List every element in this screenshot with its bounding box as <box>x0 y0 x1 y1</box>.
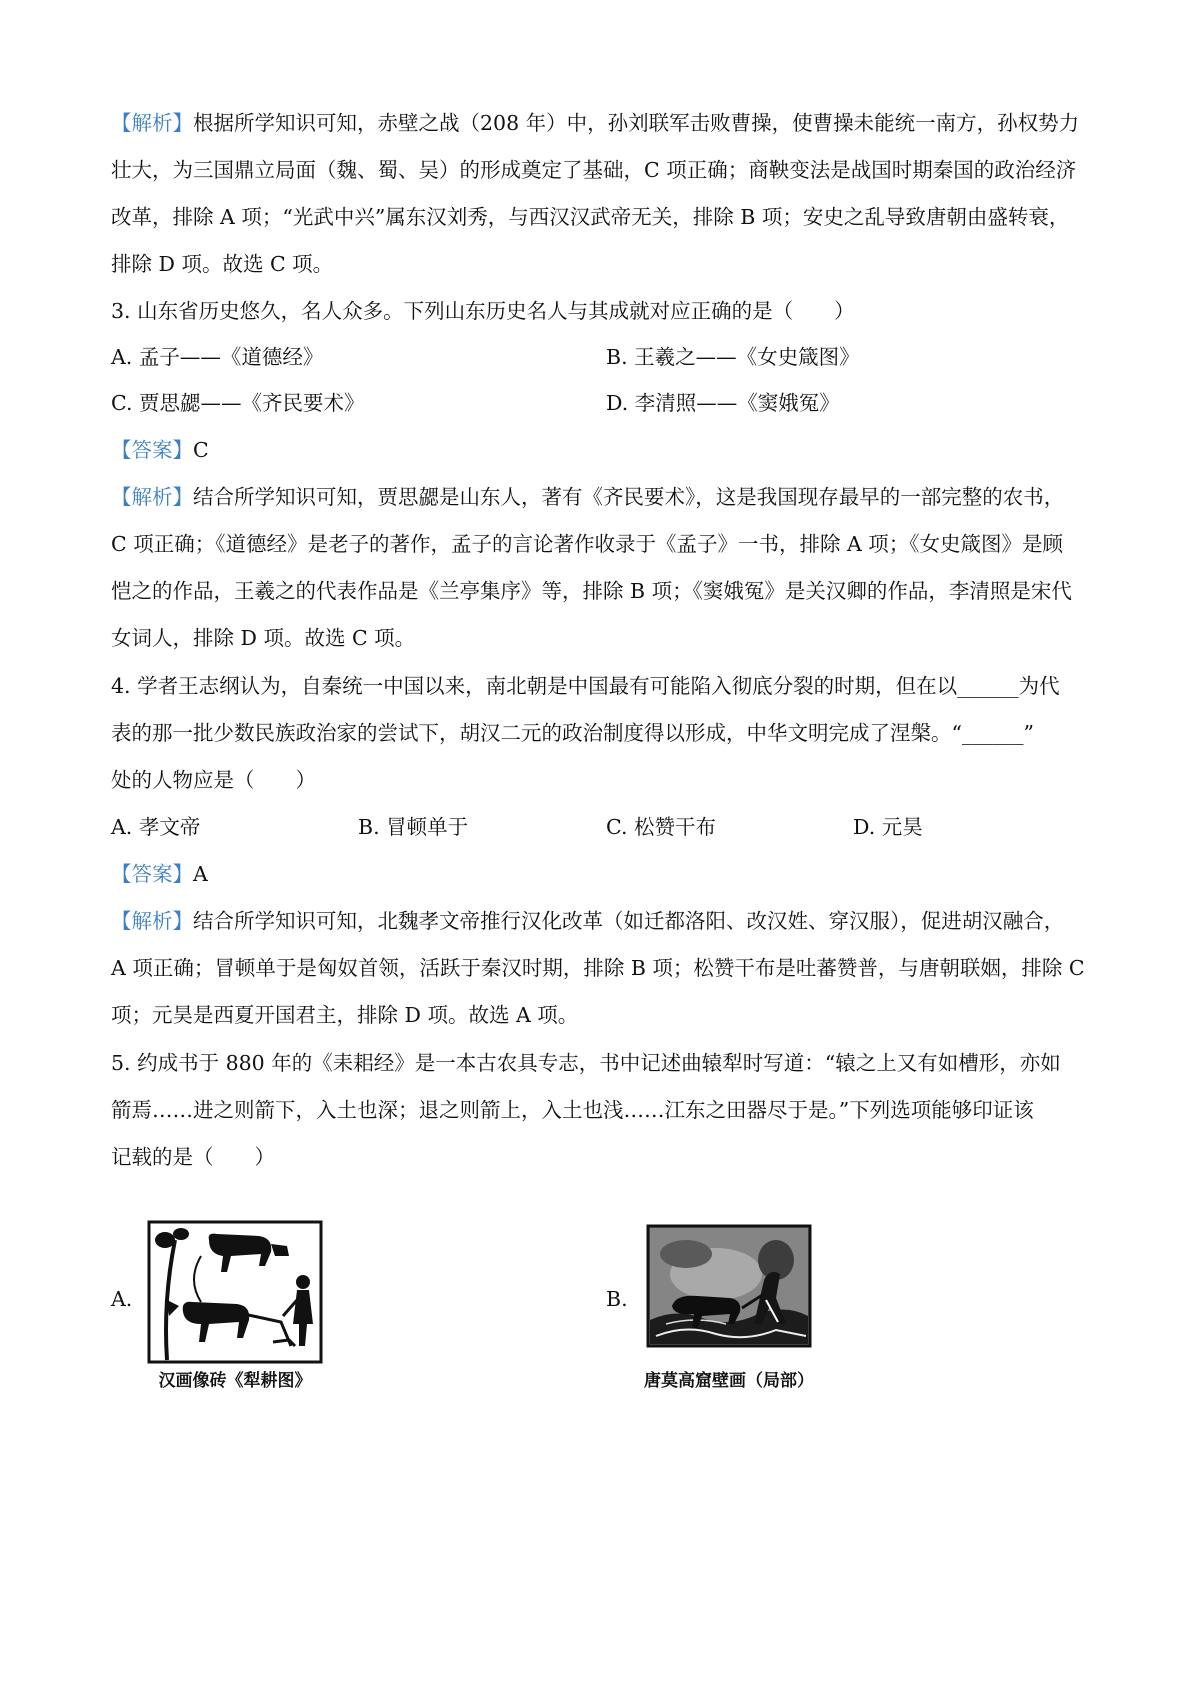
q5-stem <box>111 1040 1101 1181</box>
q4-stem-line: 表的那一批少数民族政治家的尝试下，胡汉二元的政治制度得以形成，中华文明完成了涅槃。“______” <box>111 721 1034 745</box>
q3-answer-value: C <box>193 438 209 462</box>
q3-option-d: D. 李清照——《窦娥冤》 <box>606 391 840 415</box>
q4-stem-line: 4. 学者王志纲认为，自秦统一中国以来，南北朝是中国最有可能陷入彻底分裂的时期，但在以______为代 <box>111 674 1060 698</box>
q3-analysis-line: 恺之的作品，王羲之的代表作品是《兰亭集序》等，排除 B 项；《窦娥冤》是关汉卿的作品，李清照是宋代 <box>111 579 1072 603</box>
q5-option-a-caption: 汉画像砖《犁耕图》 <box>158 1371 312 1391</box>
q5-stem-line: 箭焉……进之则箭下，入土也深；退之则箭上，入土也浅……江东之田器尽于是。”下列选项能够印证该 <box>111 1098 1034 1122</box>
q3-option-c: C. 贾思勰——《齐民要术》 <box>111 391 365 415</box>
q4-stem-line: 处的人物应是（ ） <box>111 768 316 792</box>
q4-analysis-line: 项；元昊是西夏开国君主，排除 D 项。故选 A 项。 <box>111 1003 579 1027</box>
q4-stem <box>111 663 1101 804</box>
q3-analysis-line: 结合所学知识可知，贾思勰是山东人，著有《齐民要术》，这是我国现存最早的一部完整的农书， <box>193 485 1065 509</box>
q2-analysis <box>111 100 1101 288</box>
q3-analysis-line: C 项正确；《道德经》是老子的著作，孟子的言论著作收录于《孟子》一书，排除 A 项；《女史箴图》是顾 <box>111 532 1064 556</box>
q4-option-a: A. 孝文帝 <box>111 815 201 839</box>
q5-stem-line: 记载的是（ ） <box>111 1145 275 1169</box>
q4-option-d: D. 元昊 <box>853 815 923 839</box>
q4-analysis <box>111 898 1101 1039</box>
q3-options-row-2 <box>111 380 1101 427</box>
q5-stem-line: 5. 约成书于 880 年的《耒耜经》是一本古农具专志，书中记述曲辕犁时写道：“辕之上又有如槽形，亦如 <box>111 1051 1061 1075</box>
q5-option-b-caption: 唐莫高窟壁画（局部） <box>644 1371 814 1391</box>
q3-option-a: A. 孟子——《道德经》 <box>111 345 324 369</box>
q2-analysis-line: 改革，排除 A 项；“光武中兴”属东汉刘秀，与西汉汉武帝无关，排除 B 项；安史之乱导致唐朝由盛转衰， <box>111 205 1070 229</box>
q3-analysis <box>111 474 1101 662</box>
q4-answer-value: A <box>193 862 208 886</box>
q3-options-row-1 <box>111 334 1101 381</box>
q3-analysis-tag: 【解析】 <box>111 485 193 509</box>
mogao-mural-image <box>646 1224 812 1348</box>
q3-option-b: B. 王羲之——《女史箴图》 <box>606 345 860 369</box>
q3-stem: 3. 山东省历史悠久，名人众多。下列山东历史名人与其成就对应正确的是（ ） <box>111 299 855 323</box>
q4-answer-tag: 【答案】 <box>111 862 193 886</box>
q2-analysis-line: 根据所学知识可知，赤壁之战（208 年）中，孙刘联军击败曹操，使曹操未能统一南方，孙权势力 <box>193 111 1080 135</box>
q3-analysis-line: 女词人，排除 D 项。故选 C 项。 <box>111 626 416 650</box>
q5-option-a-letter: A. <box>111 1287 133 1311</box>
q2-analysis-tag: 【解析】 <box>111 111 193 135</box>
q3-answer <box>111 427 1101 474</box>
q5-option-b-letter: B. <box>606 1287 628 1311</box>
q4-option-c: C. 松赞干布 <box>606 815 716 839</box>
q4-analysis-tag: 【解析】 <box>111 909 193 933</box>
q4-analysis-line: A 项正确；冒顿单于是匈奴首领，活跃于秦汉时期，排除 B 项；松赞干布是吐蕃赞普，与唐朝联姻，排除 C <box>111 956 1085 980</box>
q3-answer-tag: 【答案】 <box>111 438 193 462</box>
q4-answer <box>111 851 1101 898</box>
q2-analysis-line: 排除 D 项。故选 C 项。 <box>111 252 334 276</box>
q4-analysis-line: 结合所学知识可知，北魏孝文帝推行汉化改革（如迁都洛阳、改汉姓、穿汉服），促进胡汉融合， <box>193 909 1065 933</box>
q4-options-row <box>111 804 1101 851</box>
q4-option-b: B. 冒顿单于 <box>358 815 469 839</box>
q2-analysis-line: 壮大，为三国鼎立局面（魏、蜀、吴）的形成奠定了基础，C 项正确；商鞅变法是战国时期秦国的政治经济 <box>111 158 1077 182</box>
plough-brick-image <box>147 1220 323 1364</box>
